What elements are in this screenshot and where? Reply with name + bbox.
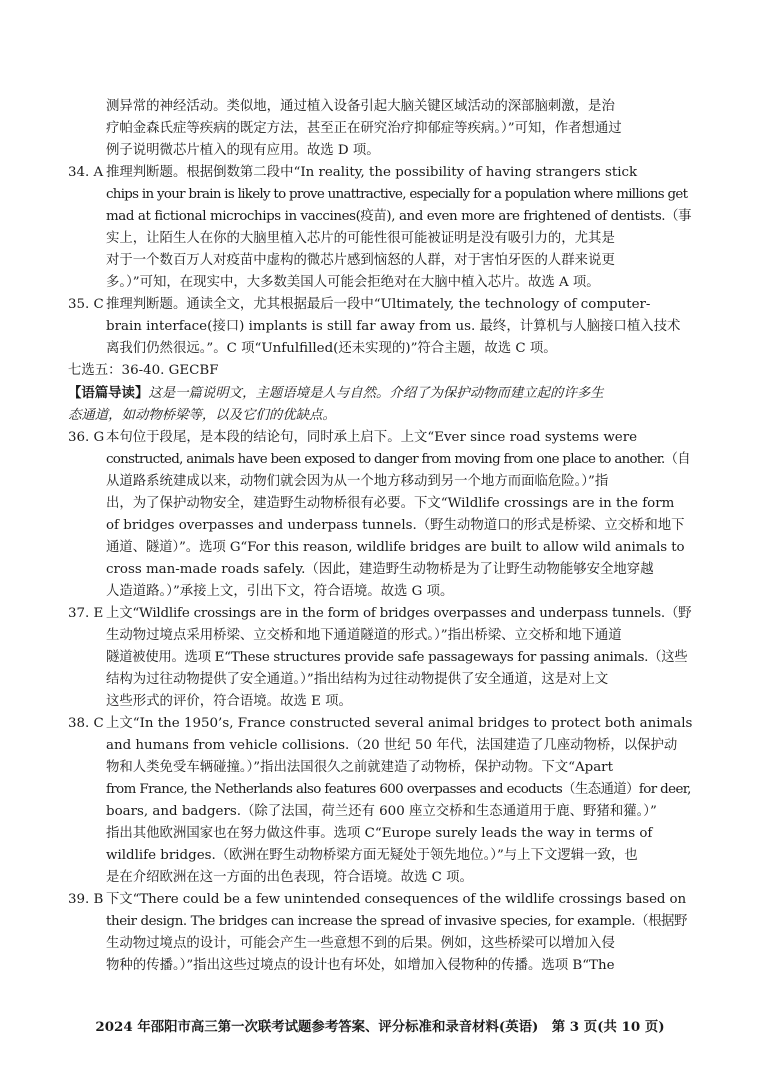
answer-number: 36. G — [68, 430, 105, 445]
answer-item-34 — [68, 162, 692, 294]
text-line: 例子说明微芯片植入的现有应用。故选 D 项。 — [106, 143, 380, 158]
text-line: 上文“In the 1950’s, France constructed several animal bridges to protect both animals — [106, 716, 693, 731]
text-line: chips in your brain is likely to prove unattractive, especially for a population where millions get — [106, 187, 688, 202]
answer-item-37 — [68, 603, 692, 713]
text-line: 对于一个数百万人对疫苗中虚构的微芯片感到恼怒的人群，对于害怕牙医的人群来说更 — [106, 253, 615, 268]
answer-number: 39. B — [68, 892, 104, 907]
text-line: their design. The bridges can increase the spread of invasive species, for example.（根据野 — [106, 914, 688, 929]
answer-item-39 — [68, 889, 692, 977]
text-line: 多。）”可知，在现实中，大多数美国人可能会拒绝对在大脑中植入芯片。故选 A 项。 — [106, 275, 600, 290]
text-line: 本句位于段尾，是本段的结论句，同时承上启下。上文“Ever since road systems were — [106, 430, 638, 445]
answer-number: 34. A — [68, 165, 104, 180]
text-line: boars, and badgers.（除了法国，荷兰还有 600 座立交桥和生态通道用于鹿、野猪和獾。）” — [106, 804, 657, 819]
text-line: 隧道被使用。选项 E“These structures provide safe passageways for passing animals.（这些 — [106, 650, 688, 665]
text-line: 生动物过境点采用桥梁、立交桥和地下通道隧道的形式。）”指出桥梁、立交桥和地下通道 — [106, 628, 622, 643]
text-line: 人造道路。）”承接上文，引出下文，符合语境。故选 G 项。 — [106, 584, 454, 599]
passage-guide — [68, 382, 692, 427]
text-line: 下文“There could be a few unintended consequences of the wildlife crossings based on — [106, 892, 687, 907]
text-line: 这些形式的评价，符合语境。故选 E 项。 — [106, 694, 352, 709]
text-line: wildlife bridges.（欧洲在野生动物桥梁方面无疑处于领先地位。）”与上下文逻辑一致，也 — [106, 848, 638, 863]
text-line: 出，为了保护动物安全，建造野生动物桥很有必要。下文“Wildlife crossings are in the form — [106, 496, 675, 511]
text-line: 推理判断题。根据倒数第二段中“In reality, the possibility of having strangers stick — [106, 165, 638, 180]
section-heading: 七选五：36-40. GECBF — [68, 363, 219, 378]
answer-number: 38. C — [68, 716, 104, 731]
text-line: 实上，让陌生人在你的大脑里植入芯片的可能性很可能被证明是没有吸引力的，尤其是 — [106, 231, 615, 246]
text-line: of bridges overpasses and underpass tunnels.（野生动物道口的形式是桥梁、立交桥和地下 — [106, 518, 685, 533]
text-line: from France, the Netherlands also features 600 overpasses and ecoducts（生态通道）for deer, — [106, 782, 691, 797]
guide-text: 态通道，如动物桥梁等，以及它们的优缺点。 — [68, 408, 336, 423]
text-line: and humans from vehicle collisions.（20 世纪 50 年代，法国建造了几座动物桥，以保护动 — [106, 738, 678, 753]
intro-paragraph — [68, 96, 692, 162]
answer-item-38 — [68, 713, 692, 889]
text-line: cross man-made roads safely.（因此，建造野生动物桥是为了让野生动物能够安全地穿越 — [106, 562, 654, 577]
answer-number: 35. C — [68, 297, 104, 312]
text-line: 推理判断题。通读全文，尤其根据最后一段中“Ultimately, the technology of computer- — [106, 297, 651, 312]
guide-label: 【语篇导读】 — [68, 385, 149, 401]
text-line: 上文“Wildlife crossings are in the form of bridges overpasses and underpass tunnels.（野 — [106, 606, 692, 621]
text-line: 测异常的神经活动。类似地，通过植入设备引起大脑关键区域活动的深部脑刺激，是治 — [106, 99, 615, 114]
text-line: constructed, animals have been exposed to danger from moving from one place to another.（自 — [106, 452, 690, 467]
text-line: 从道路系统建成以来，动物们就会因为从一个地方移动到另一个地方而面临危险。）”指 — [106, 474, 609, 489]
guide-text: 这是一篇说明文，主题语境是人与自然。介绍了为保护动物而建立起的许多生 — [148, 386, 604, 401]
text-line: mad at fictional microchips in vaccines(疫苗), and even more are frightened of dentists.（事 — [106, 209, 692, 224]
text-line: 离我们仍然很远。”。C 项“Unfulfilled(还未实现的)”符合主题，故选 C 项。 — [106, 341, 557, 356]
text-line: 结构为过往动物提供了安全通道。）”指出结构为过往动物提供了安全通道，这是对上文 — [106, 672, 609, 687]
text-line: 物种的传播。）”指出这些过境点的设计也有坏处，如增加入侵物种的传播。选项 B“The — [106, 958, 615, 973]
text-line: 通道、隧道）”。选项 G“For this reason, wildlife bridges are built to allow wild animals to — [106, 540, 685, 555]
answer-key-content — [68, 96, 692, 977]
text-line: 物和人类免受车辆碰撞。）”指出法国很久之前就建造了动物桥，保护动物。下文“Apart — [106, 760, 613, 775]
text-line: 生动物过境点的设计，可能会产生一些意想不到的后果。例如，这些桥梁可以增加入侵 — [106, 936, 615, 951]
text-line: 指出其他欧洲国家也在努力做这件事。选项 C“Europe surely leads the way in terms of — [106, 826, 653, 841]
answer-number: 37. E — [68, 606, 104, 621]
answer-item-35 — [68, 294, 692, 360]
answer-item-36 — [68, 427, 692, 603]
text-line: 是在介绍欧洲在这一方面的出色表现，符合语境。故选 C 项。 — [106, 870, 473, 885]
text-line: brain interface(接口) implants is still far away from us. 最终，计算机与人脑接口植入技术 — [106, 319, 681, 334]
text-line: 疗帕金森氏症等疾病的既定方法，甚至正在研究治疗抑郁症等疾病。）”可知，作者想通过 — [106, 121, 622, 136]
page-footer: 2024 年邵阳市高三第一次联考试题参考答案、评分标准和录音材料(英语) 第 3 页(共 10 页) — [95, 1019, 665, 1035]
